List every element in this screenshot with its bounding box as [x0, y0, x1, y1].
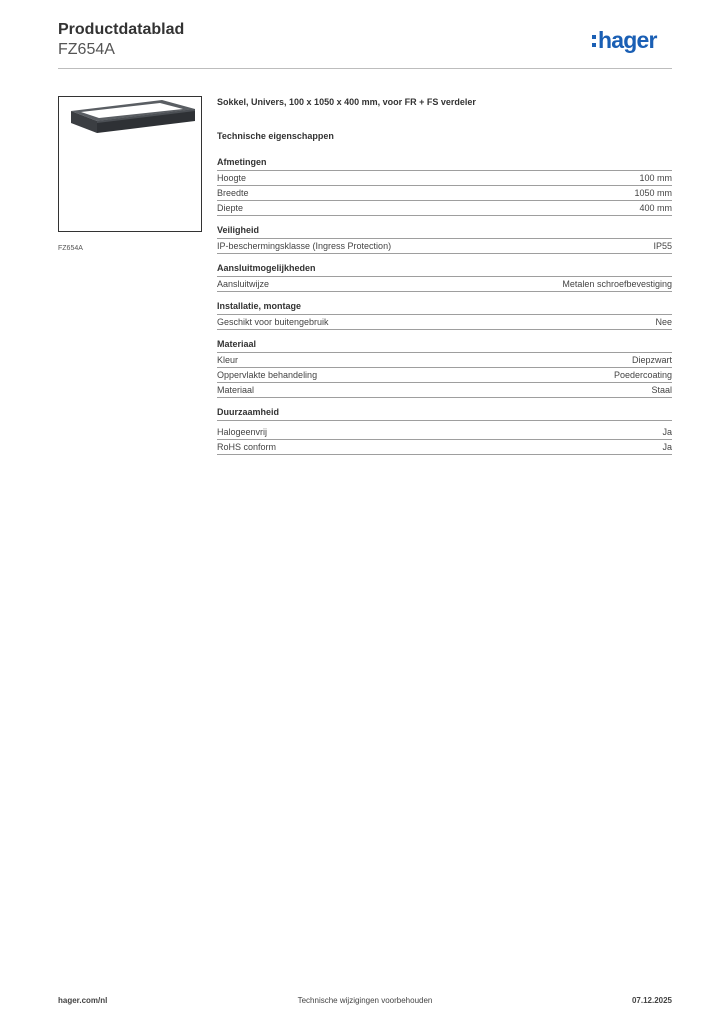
- group-title: Installatie, montage: [217, 300, 672, 315]
- page-header: [58, 20, 672, 70]
- product-code: FZ654A: [58, 41, 115, 58]
- spec-label: Kleur: [217, 355, 239, 365]
- spec-label: IP-beschermingsklasse (Ingress Protection): [217, 241, 392, 251]
- spec-row: [217, 440, 672, 455]
- spec-value: Poedercoating: [613, 370, 672, 380]
- spec-label: Geschikt voor buitengebruik: [217, 317, 329, 327]
- product-description: Sokkel, Univers, 100 x 1050 x 400 mm, voor FR + FS verdeler: [217, 97, 476, 107]
- product-image: [58, 96, 202, 232]
- footer-date: 07.12.2025: [631, 996, 672, 1005]
- group-title: Veiligheid: [217, 224, 672, 239]
- spec-value: 100 mm: [639, 173, 672, 183]
- group-material: [217, 338, 672, 398]
- group-safety: [217, 224, 672, 254]
- group-title: Duurzaamheid: [217, 406, 672, 421]
- logo-text: hager: [598, 27, 657, 53]
- group-connections: [217, 262, 672, 292]
- plinth-image: [59, 97, 201, 231]
- spec-value: 1050 mm: [634, 188, 672, 198]
- spec-value: Metalen schroefbevestiging: [562, 279, 672, 289]
- spec-row: [217, 368, 672, 383]
- spec-row: [217, 425, 672, 440]
- hager-logo: [592, 26, 672, 54]
- spec-row: [217, 315, 672, 330]
- spec-row: [217, 277, 672, 292]
- spec-value: IP55: [653, 241, 672, 251]
- footer-website-link[interactable]: hager.com/nl: [58, 996, 108, 1005]
- footer-notice: Technische wijzigingen voorbehouden: [297, 996, 433, 1005]
- page-title: Productdatablad: [58, 21, 185, 38]
- spec-label: Oppervlakte behandeling: [217, 370, 318, 380]
- product-content: [217, 96, 672, 463]
- spec-value: Diepzwart: [631, 355, 672, 365]
- spec-row: [217, 239, 672, 254]
- spec-label: Aansluitwijze: [217, 279, 270, 289]
- group-sustainability: [217, 406, 672, 455]
- spec-row: [217, 353, 672, 368]
- group-title: Afmetingen: [217, 156, 672, 171]
- spec-label: Materiaal: [217, 385, 255, 395]
- tech-properties-heading: Technische eigenschappen: [217, 131, 334, 141]
- spec-label: RoHS conform: [217, 442, 277, 452]
- spec-label: Hoogte: [217, 173, 247, 183]
- spec-value: 400 mm: [639, 203, 672, 213]
- spec-value: Ja: [662, 427, 672, 437]
- spec-label: Halogeenvrij: [217, 427, 268, 437]
- spec-label: Diepte: [217, 203, 244, 213]
- spec-value: Nee: [655, 317, 672, 327]
- group-installation: [217, 300, 672, 330]
- spec-label: Breedte: [217, 188, 249, 198]
- spec-value: Ja: [662, 442, 672, 452]
- spec-row: [217, 383, 672, 398]
- image-caption: FZ654A: [58, 245, 83, 252]
- group-title: Materiaal: [217, 338, 672, 353]
- header-divider: [58, 68, 672, 69]
- spec-value: Staal: [651, 385, 672, 395]
- spec-row: [217, 201, 672, 216]
- group-title: Aansluitmogelijkheden: [217, 262, 672, 277]
- group-dimensions: [217, 156, 672, 216]
- spec-row: [217, 171, 672, 186]
- spec-row: [217, 186, 672, 201]
